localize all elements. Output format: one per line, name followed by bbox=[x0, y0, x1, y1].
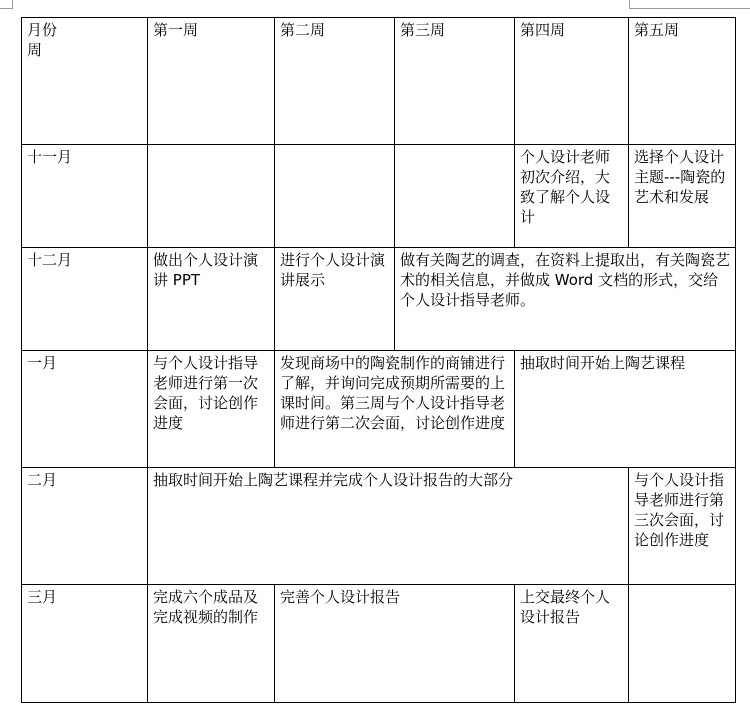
row-february bbox=[22, 468, 736, 585]
corner-header-cell bbox=[22, 18, 148, 145]
cell-february-week5: 与个人设计指导老师进行第三次会面，讨论创作进度 bbox=[629, 468, 736, 585]
month-axis-label: 月份 bbox=[27, 21, 58, 39]
row-january bbox=[22, 351, 736, 468]
row-december bbox=[22, 248, 736, 351]
cell-november-week4: 个人设计老师初次介绍，大致了解个人设计 bbox=[515, 145, 629, 248]
cell-february-week1-4: 抽取时间开始上陶艺课程并完成个人设计报告的大部分 bbox=[148, 468, 629, 585]
week-header-4: 第四周 bbox=[515, 18, 629, 145]
schedule-table bbox=[21, 17, 736, 703]
cell-december-week2: 进行个人设计演讲展示 bbox=[275, 248, 395, 351]
cell-december-week3-5: 做有关陶艺的调查，在资料上提取出，有关陶瓷艺术的相关信息，并做成 Word 文档的形式，交给个人设计指导老师。 bbox=[395, 248, 736, 351]
cell-january-week1: 与个人设计指导老师进行第一次会面，讨论创作进度 bbox=[148, 351, 275, 468]
cell-march-week2-3: 完善个人设计报告 bbox=[275, 585, 515, 703]
week-header-5: 第五周 bbox=[629, 18, 736, 145]
month-cell-december: 十二月 bbox=[22, 248, 148, 351]
month-cell-january: 一月 bbox=[22, 351, 148, 468]
cell-january-week4-5: 抽取时间开始上陶艺课程 bbox=[515, 351, 736, 468]
month-cell-november: 十一月 bbox=[22, 145, 148, 248]
month-cell-march: 三月 bbox=[22, 585, 148, 703]
cell-january-week2-3: 发现商场中的陶瓷制作的商铺进行了解，并询问完成预期所需要的上课时间。第三周与个人设计指导老师进行第二次会面，讨论创作进度 bbox=[275, 351, 515, 468]
crop-mark-top-left bbox=[0, 0, 13, 9]
week-axis-label: 周 bbox=[27, 41, 43, 59]
week-header-1: 第一周 bbox=[148, 18, 275, 145]
crop-mark-top-right bbox=[629, 0, 750, 9]
cell-november-week5: 选择个人设计主题---陶瓷的艺术和发展 bbox=[629, 145, 736, 248]
cell-march-week1: 完成六个成品及完成视频的制作 bbox=[148, 585, 275, 703]
row-march bbox=[22, 585, 736, 703]
cell-december-week1: 做出个人设计演讲 PPT bbox=[148, 248, 275, 351]
cell-november-week3 bbox=[395, 145, 515, 248]
cell-november-week2 bbox=[275, 145, 395, 248]
month-cell-february: 二月 bbox=[22, 468, 148, 585]
cell-november-week1 bbox=[148, 145, 275, 248]
week-header-2: 第二周 bbox=[275, 18, 395, 145]
row-november bbox=[22, 145, 736, 248]
cell-march-week5 bbox=[629, 585, 736, 703]
cell-march-week4: 上交最终个人设计报告 bbox=[515, 585, 629, 703]
header-row bbox=[22, 18, 736, 145]
week-header-3: 第三周 bbox=[395, 18, 515, 145]
